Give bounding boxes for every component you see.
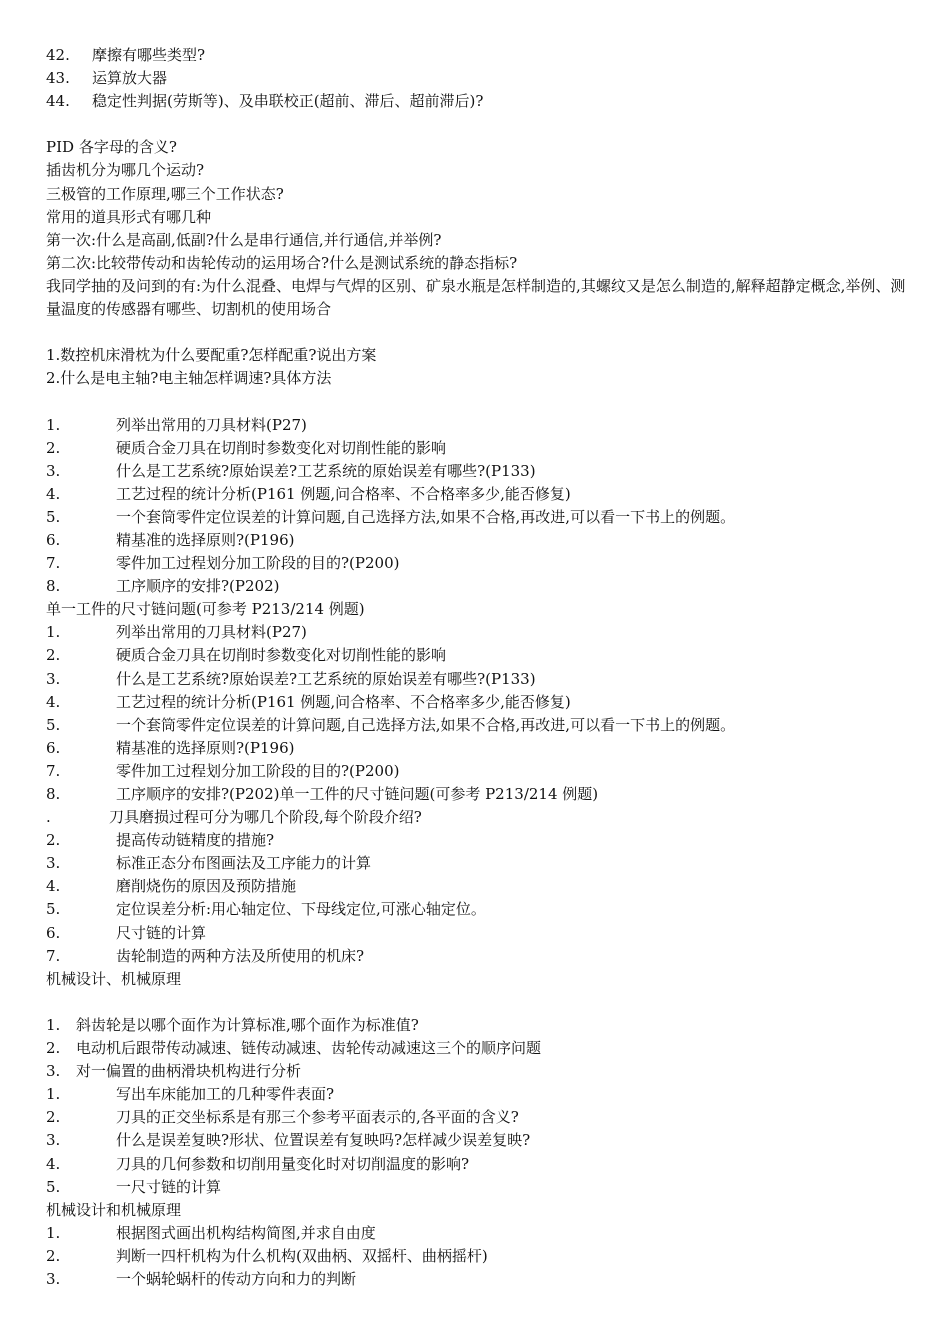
item-number: 43. xyxy=(46,69,70,88)
item-text: 一个蜗轮蜗杆的传动方向和力的判断 xyxy=(116,1269,357,1288)
list-item xyxy=(46,1037,912,1060)
item-number: 8. xyxy=(46,577,61,596)
item-text: 刀具的几何参数和切削用量变化时对切削温度的影响? xyxy=(116,1154,470,1173)
item-text: 工序顺序的安排?(P202)单一工件的尺寸链问题(可参考 P213/214 例题) xyxy=(116,785,599,803)
list-item xyxy=(46,691,912,714)
item-text: 列举出常用的刀具材料(P27) xyxy=(116,623,307,642)
item-number: 4. xyxy=(46,692,61,711)
item-text: 常用的道具形式有哪几种 xyxy=(46,207,212,226)
list-item xyxy=(46,483,912,506)
list-item xyxy=(46,44,912,67)
item-number: 3. xyxy=(46,1062,61,1081)
item-number: 1. xyxy=(46,1223,61,1242)
text-line xyxy=(46,367,912,390)
item-number: 2. xyxy=(46,1246,61,1265)
item-text: 运算放大器 xyxy=(92,69,168,88)
item-text: 摩擦有哪些类型? xyxy=(92,46,206,64)
item-text: 提高传动链精度的措施? xyxy=(116,831,275,850)
list-item xyxy=(46,898,912,921)
item-number: 4. xyxy=(46,877,61,896)
item-text: 磨削烧伤的原因及预防措施 xyxy=(116,877,297,896)
item-text: 定位误差分析:用心轴定位、下母线定位,可涨心轴定位。 xyxy=(116,900,486,919)
item-text: 什么是工艺系统?原始误差?工艺系统的原始误差有哪些?(P133) xyxy=(116,669,536,688)
list-item xyxy=(46,506,912,529)
list-item xyxy=(46,922,912,945)
list-item xyxy=(46,875,912,898)
list-item xyxy=(46,1268,912,1291)
item-text: 什么是误差复映?形状、位置误差有复映吗?怎样减少误差复映? xyxy=(116,1131,531,1150)
item-text: 斜齿轮是以哪个面作为计算标准,哪个面作为标准值? xyxy=(76,1015,419,1034)
item-text: 什么是工艺系统?原始误差?工艺系统的原始误差有哪些?(P133) xyxy=(116,461,536,480)
item-text: 零件加工过程划分加工阶段的目的?(P200) xyxy=(116,761,400,780)
text-line xyxy=(46,598,912,621)
list-item xyxy=(46,1014,912,1037)
item-text: 齿轮制造的两种方法及所使用的机床? xyxy=(116,946,365,965)
item-text: 零件加工过程划分加工阶段的目的?(P200) xyxy=(116,554,400,573)
item-text: 单一工件的尺寸链问题(可参考 P213/214 例题) xyxy=(46,600,365,619)
text-line xyxy=(46,344,912,367)
item-number: 7. xyxy=(46,761,61,780)
item-text: 稳定性判据(劳斯等)、及串联校正(超前、滞后、超前滞后)? xyxy=(92,92,484,111)
item-number: 3. xyxy=(46,669,61,688)
list-item xyxy=(46,621,912,644)
text-line xyxy=(46,136,912,159)
item-text: 我同学抽的及问到的有:为什么混叠、电焊与气焊的区别、矿泉水瓶是怎样制造的,其螺纹又是怎么制造的,解释超静定概念,举例、测量温度的传感器有哪些、切割机的使用场合 xyxy=(46,276,906,319)
item-number: 1. xyxy=(46,415,61,434)
item-text: 第一次:什么是高副,低副?什么是串行通信,并行通信,并举例? xyxy=(46,230,442,249)
text-line xyxy=(46,159,912,182)
text-line xyxy=(46,183,912,206)
item-text: 第二次:比较带传动和齿轮传动的运用场合?什么是测试系统的静态指标? xyxy=(46,253,518,272)
list-item xyxy=(46,1106,912,1129)
item-number: 3. xyxy=(46,1269,61,1288)
list-item xyxy=(46,437,912,460)
item-text: 电动机后跟带传动减速、链传动减速、齿轮传动减速这三个的顺序问题 xyxy=(76,1039,542,1058)
item-number: 2. xyxy=(46,1108,61,1127)
text-line xyxy=(46,229,912,252)
list-item xyxy=(46,760,912,783)
list-item xyxy=(46,644,912,667)
list-item xyxy=(46,414,912,437)
item-number: 7. xyxy=(46,554,61,573)
list-item xyxy=(46,552,912,575)
item-number: 2. xyxy=(46,831,61,850)
item-number: 42. xyxy=(46,46,70,64)
item-text: 写出车床能加工的几种零件表面? xyxy=(116,1085,335,1104)
text-line xyxy=(46,252,912,275)
item-number: 6. xyxy=(46,530,61,549)
list-item xyxy=(46,1245,912,1268)
item-text: 精基准的选择原则?(P196) xyxy=(116,530,295,549)
item-text: 列举出常用的刀具材料(P27) xyxy=(116,415,307,434)
list-item xyxy=(46,829,912,852)
list-item xyxy=(46,852,912,875)
blank-line xyxy=(46,113,912,136)
item-number: 5. xyxy=(46,900,61,919)
item-text: 标准正态分布图画法及工序能力的计算 xyxy=(116,854,372,873)
item-text: 一个套筒零件定位误差的计算问题,自己选择方法,如果不合格,再改进,可以看一下书上的例题。 xyxy=(116,715,736,734)
item-text: 工艺过程的统计分析(P161 例题,问合格率、不合格率多少,能否修复) xyxy=(116,692,571,711)
item-number: 4. xyxy=(46,1154,61,1173)
text-line xyxy=(46,275,912,321)
item-number: 2. xyxy=(46,646,61,665)
item-text: 尺寸链的计算 xyxy=(116,923,207,942)
item-text: 刀具的正交坐标系是有那三个参考平面表示的,各平面的含义? xyxy=(116,1108,519,1127)
list-item xyxy=(46,714,912,737)
list-item xyxy=(46,1129,912,1152)
item-text: 硬质合金刀具在切削时参数变化对切削性能的影响 xyxy=(116,646,447,665)
item-number: 3. xyxy=(46,1131,61,1150)
list-item xyxy=(46,529,912,552)
item-number: 2. xyxy=(46,438,61,457)
list-item xyxy=(46,668,912,691)
blank-line xyxy=(46,991,912,1014)
item-text: 三极管的工作原理,哪三个工作状态? xyxy=(46,184,284,203)
list-item xyxy=(46,1222,912,1245)
list-item xyxy=(46,460,912,483)
text-line xyxy=(46,1199,912,1222)
list-item xyxy=(46,945,912,968)
item-number: 6. xyxy=(46,923,61,942)
item-text: 机械设计和机械原理 xyxy=(46,1200,182,1219)
item-text: 精基准的选择原则?(P196) xyxy=(116,738,295,757)
item-number: 4. xyxy=(46,484,61,503)
item-number: 5. xyxy=(46,715,61,734)
item-number: 1. xyxy=(46,623,61,642)
item-text: 1.数控机床滑枕为什么要配重?怎样配重?说出方案 xyxy=(46,346,377,365)
list-item xyxy=(46,67,912,90)
blank-line xyxy=(46,390,912,413)
item-text: 2.什么是电主轴?电主轴怎样调速?具体方法 xyxy=(46,369,332,388)
list-item xyxy=(46,1083,912,1106)
list-item xyxy=(46,90,912,113)
list-item xyxy=(46,737,912,760)
item-text: 插齿机分为哪几个运动? xyxy=(46,161,205,180)
item-text: 工艺过程的统计分析(P161 例题,问合格率、不合格率多少,能否修复) xyxy=(116,484,571,503)
item-number: 1. xyxy=(46,1085,61,1104)
list-item xyxy=(46,806,912,829)
item-number: . xyxy=(46,808,51,827)
item-text: 工序顺序的安排?(P202) xyxy=(116,577,280,596)
item-text: 根据图式画出机构结构简图,并求自由度 xyxy=(116,1223,376,1242)
item-text: 对一偏置的曲柄滑块机构进行分析 xyxy=(76,1062,302,1081)
item-text: 刀具磨损过程可分为哪几个阶段,每个阶段介绍? xyxy=(109,808,422,827)
text-line xyxy=(46,968,912,991)
list-item xyxy=(46,1060,912,1083)
text-line xyxy=(46,206,912,229)
item-number: 3. xyxy=(46,461,61,480)
item-text: 机械设计、机械原理 xyxy=(46,969,182,988)
item-number: 5. xyxy=(46,507,61,526)
list-item xyxy=(46,783,912,806)
item-number: 5. xyxy=(46,1177,61,1196)
item-text: 一尺寸链的计算 xyxy=(116,1177,222,1196)
item-number: 44. xyxy=(46,92,70,111)
item-number: 3. xyxy=(46,854,61,873)
list-item xyxy=(46,1176,912,1199)
blank-line xyxy=(46,321,912,344)
item-number: 6. xyxy=(46,738,61,757)
item-text: 判断一四杆机构为什么机构(双曲柄、双摇杆、曲柄摇杆) xyxy=(116,1246,488,1265)
item-text: 硬质合金刀具在切削时参数变化对切削性能的影响 xyxy=(116,438,447,457)
item-text: 一个套筒零件定位误差的计算问题,自己选择方法,如果不合格,再改进,可以看一下书上的例题。 xyxy=(116,507,736,526)
item-text: PID 各字母的含义? xyxy=(46,138,177,157)
list-item xyxy=(46,1153,912,1176)
item-number: 2. xyxy=(46,1039,61,1058)
item-number: 8. xyxy=(46,785,61,803)
item-number: 1. xyxy=(46,1015,61,1034)
list-item xyxy=(46,575,912,598)
item-number: 7. xyxy=(46,946,61,965)
document-body xyxy=(46,44,912,1291)
